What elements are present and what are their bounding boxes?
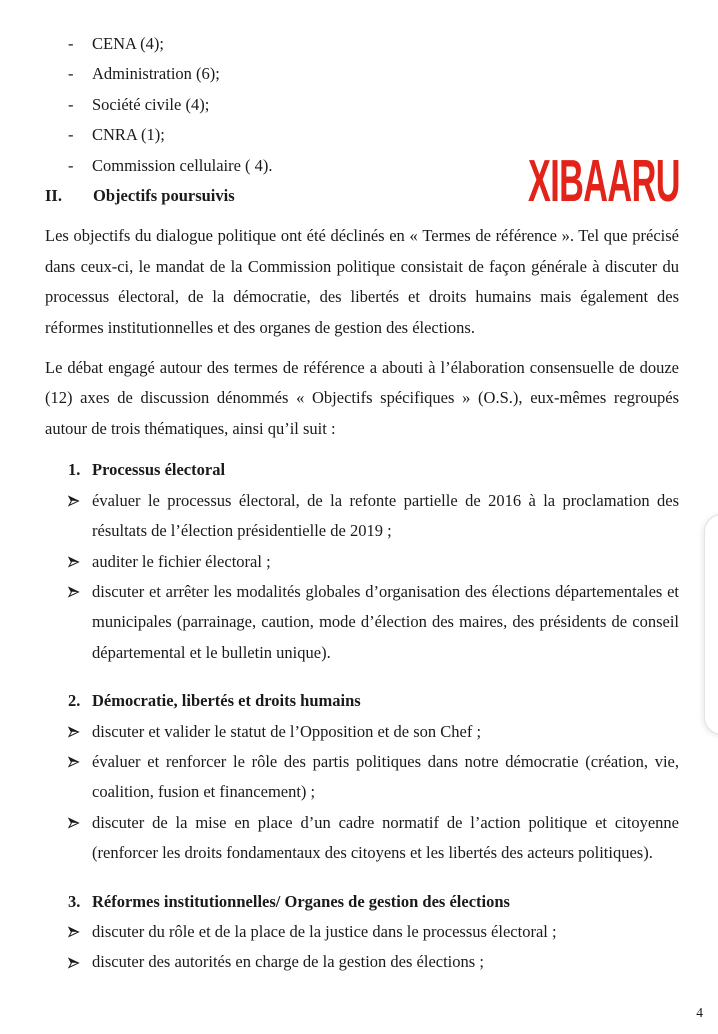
list-item: [45, 120, 679, 150]
list-item-text: Société civile (4);: [92, 94, 210, 114]
bullet-text: discuter des autorités en charge de la gestion des élections ;: [92, 952, 484, 972]
bullet-text: discuter et arrêter les modalités globales d’organisation des élections départementales et municipales (parrainage, caution, mode d’élection des maires, des présidents de conseil départemental et le bulletin unique).: [92, 581, 679, 662]
arrow-bullet-icon: [68, 947, 92, 977]
dash-bullet: -: [68, 155, 74, 175]
list-item: [45, 90, 679, 120]
theme-title: Réformes institutionnelles/ Organes de gestion des élections: [92, 891, 510, 911]
bullet-item: [45, 486, 679, 547]
dash-bullet: -: [68, 34, 74, 53]
theme-title: Démocratie, libertés et droits humains: [92, 691, 361, 711]
theme-number: 3.: [68, 891, 81, 911]
bullet-item: [45, 947, 679, 977]
body-paragraph: Le débat engagé autour des termes de référence a abouti à l’élaboration consensuelle de douze (12) axes de discussion dénommés « Objectifs spécifiques » (O.S.), eux-mêmes regroupés autour de trois thématiques, ainsi qu’il suit :: [45, 358, 679, 438]
bullet-item: [45, 808, 679, 869]
bullet-item: [45, 717, 679, 747]
list-item: [45, 29, 679, 59]
theme-heading: [45, 686, 679, 716]
arrow-bullet-icon: [68, 486, 92, 547]
theme-heading: [45, 887, 679, 917]
bullet-text: discuter de la mise en place d’un cadre normatif de l’action politique et citoyenne (renforcer les droits fondamentaux des citoyens et les libertés des acteurs politiques).: [92, 812, 679, 863]
bullet-item: [45, 917, 679, 947]
bullet-item: [45, 547, 679, 577]
bullet-text: auditer le fichier électoral ;: [92, 551, 271, 571]
bullet-text: évaluer le processus électoral, de la refonte partielle de 2016 à la proclamation des résultats de l’élection présidentielle de 2019 ;: [92, 490, 679, 541]
section-numeral: II.: [45, 186, 62, 206]
bullet-item: [45, 747, 679, 808]
bullet-text: évaluer et renforcer le rôle des partis politiques dans notre démocratie (création, vie, coalition, fusion et financement) ;: [92, 751, 679, 802]
section-title: Objectifs poursuivis: [93, 186, 235, 206]
body-paragraph: Les objectifs du dialogue politique ont été déclinés en « Termes de référence ». Tel que précisé dans ceux-ci, le mandat de la Commission politique consistait de façon générale à discuter du processus électoral, de la démocratie, des libertés et droits humains mais également des réformes institutionnelles et des organes de gestion des élections.: [45, 226, 679, 337]
list-item-text: CENA (4);: [92, 34, 164, 53]
dash-bullet: -: [68, 94, 74, 114]
arrow-bullet-icon: [68, 808, 92, 869]
arrow-bullet-icon: [68, 747, 92, 808]
list-item-text: Administration (6);: [92, 64, 220, 84]
site-logo: XIBAARU: [528, 148, 680, 214]
arrow-bullet-icon: [68, 577, 92, 668]
bullet-item: [45, 577, 679, 668]
page-number: 4: [696, 1004, 703, 1020]
bullet-text: discuter et valider le statut de l’Opposition et de son Chef ;: [92, 721, 482, 741]
theme-number: 2.: [68, 691, 81, 711]
list-item-text: Commission cellulaire ( 4).: [92, 155, 273, 175]
arrow-bullet-icon: [68, 717, 92, 747]
floating-side-widget[interactable]: [704, 514, 718, 735]
dash-bullet: -: [68, 64, 74, 84]
dash-bullet: -: [68, 125, 74, 145]
list-item-text: CNRA (1);: [92, 125, 165, 145]
theme-section-1: [45, 455, 679, 668]
list-item: [45, 59, 679, 89]
theme-number: 1.: [68, 460, 81, 480]
bullet-text: discuter du rôle et de la place de la justice dans le processus électoral ;: [92, 921, 557, 941]
arrow-bullet-icon: [68, 547, 92, 577]
theme-heading: [45, 455, 679, 485]
theme-title: Processus électoral: [92, 460, 226, 480]
theme-section-3: [45, 887, 679, 978]
theme-section-2: [45, 686, 679, 868]
arrow-bullet-icon: [68, 917, 92, 947]
